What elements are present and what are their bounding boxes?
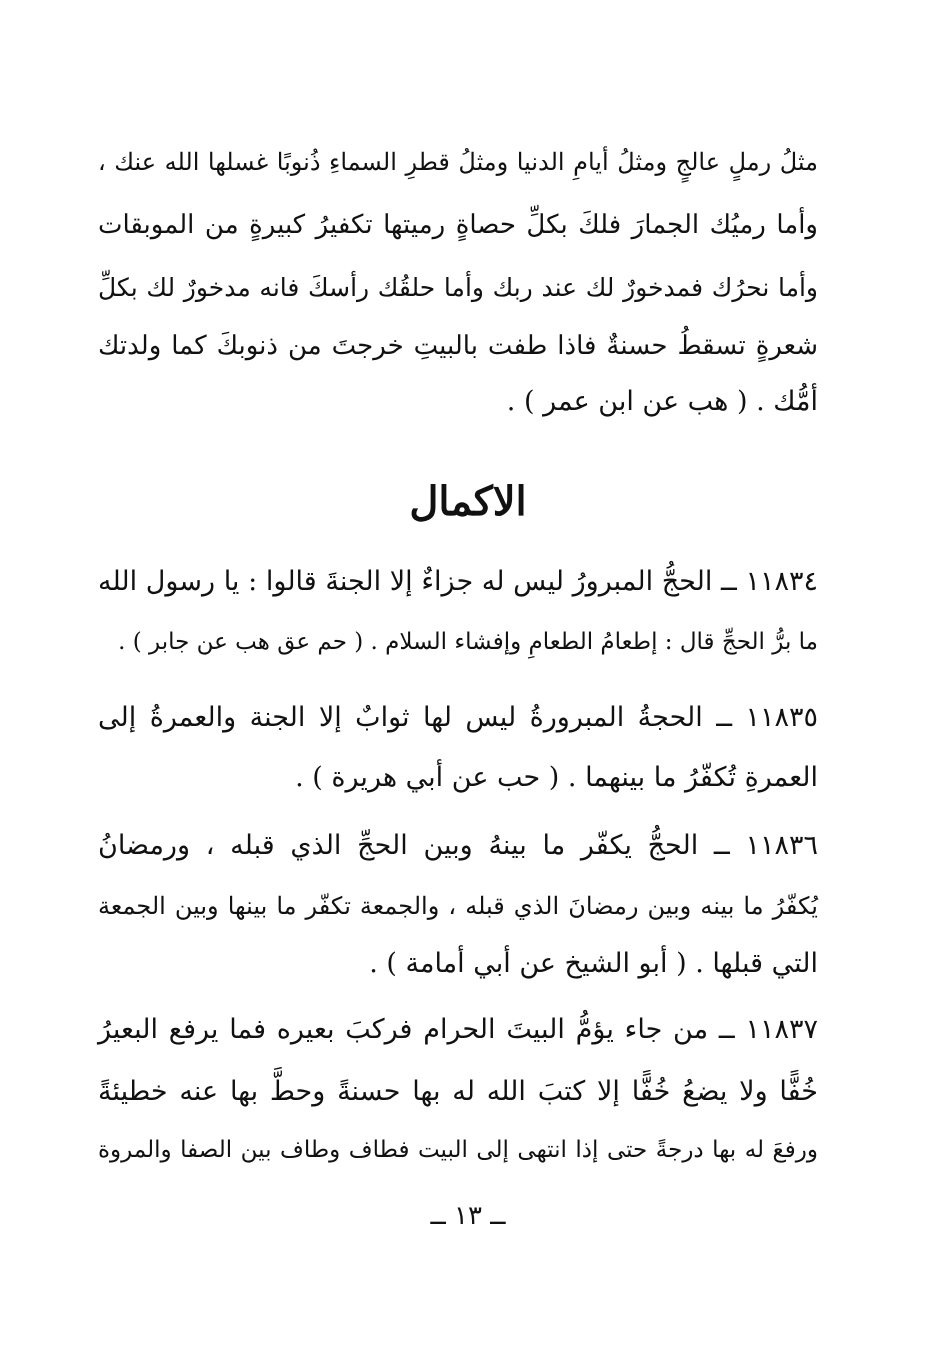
text-line: ١١٨٣٦ ــ الحجُّ يكفّر ما بينهُ وبين الحجِّ الذي قبله ، ورمضانُ <box>98 830 818 861</box>
text-line: ورفعَ له بها درجةً حتى إذا انتهى إلى البيت فطاف وطاف بين الصفا والمروة <box>98 1137 818 1163</box>
text-line: شعرةٍ تسقطُ حسنةٌ فاذا طفت بالبيتِ خرجتَ من ذنوبكَ كما ولدتك <box>98 331 818 361</box>
text-line: ١١٨٣٧ ــ من جاء يؤمُّ البيتَ الحرام فركبَ بعيره فما يرفع البعيرُ <box>98 1014 818 1045</box>
section-heading: الاكمال <box>409 478 527 525</box>
text-line: ما برُّ الحجِّ قال : إطعامُ الطعامِ وإفشاء السلام . ( حم عق هب عن جابر ) . <box>118 629 818 655</box>
text-line: مثلُ رملٍ عالجٍ ومثلُ أيامِ الدنيا ومثلُ قطرِ السماءِ ذُنوبًا غسلها الله عنك ، <box>98 148 818 176</box>
text-line: ١١٨٣٥ ــ الحجةُ المبرورةُ ليس لها ثوابٌ إلا الجنة والعمرةُ إلى <box>98 702 818 733</box>
text-line: خُفًّا ولا يضعُ خُفًّا إلا كتبَ الله له بها حسنةً وحطَّ بها عنه خطيئةً <box>98 1076 818 1107</box>
page-number: ــ ١٣ ــ <box>430 1201 506 1231</box>
text-line: التي قبلها . ( أبو الشيخ عن أبي أمامة ) . <box>369 948 818 979</box>
text-line: ١١٨٣٤ ــ الحجُّ المبرورُ ليس له جزاءٌ إلا الجنةَ قالوا : يا رسول الله <box>98 566 818 597</box>
text-line: العمرةِ تُكفّرُ ما بينهما . ( حب عن أبي هريرة ) . <box>295 762 818 793</box>
text-line: يُكفّرُ ما بينه وبين رمضانَ الذي قبله ، والجمعة تكفّر ما بينها وبين الجمعة <box>98 892 818 920</box>
text-line: وأما رميُك الجمارَ فلكَ بكلِّ حصاةٍ رميتها تكفيرُ كبيرةٍ من الموبقات <box>98 210 818 240</box>
text-line: وأما نحرُك فمدخورٌ لك عند ربك وأما حلقُك رأسكَ فانه مدخورٌ لك بكلِّ <box>98 273 818 302</box>
text-line: أمُّك . ( هب عن ابن عمر ) . <box>506 386 818 417</box>
